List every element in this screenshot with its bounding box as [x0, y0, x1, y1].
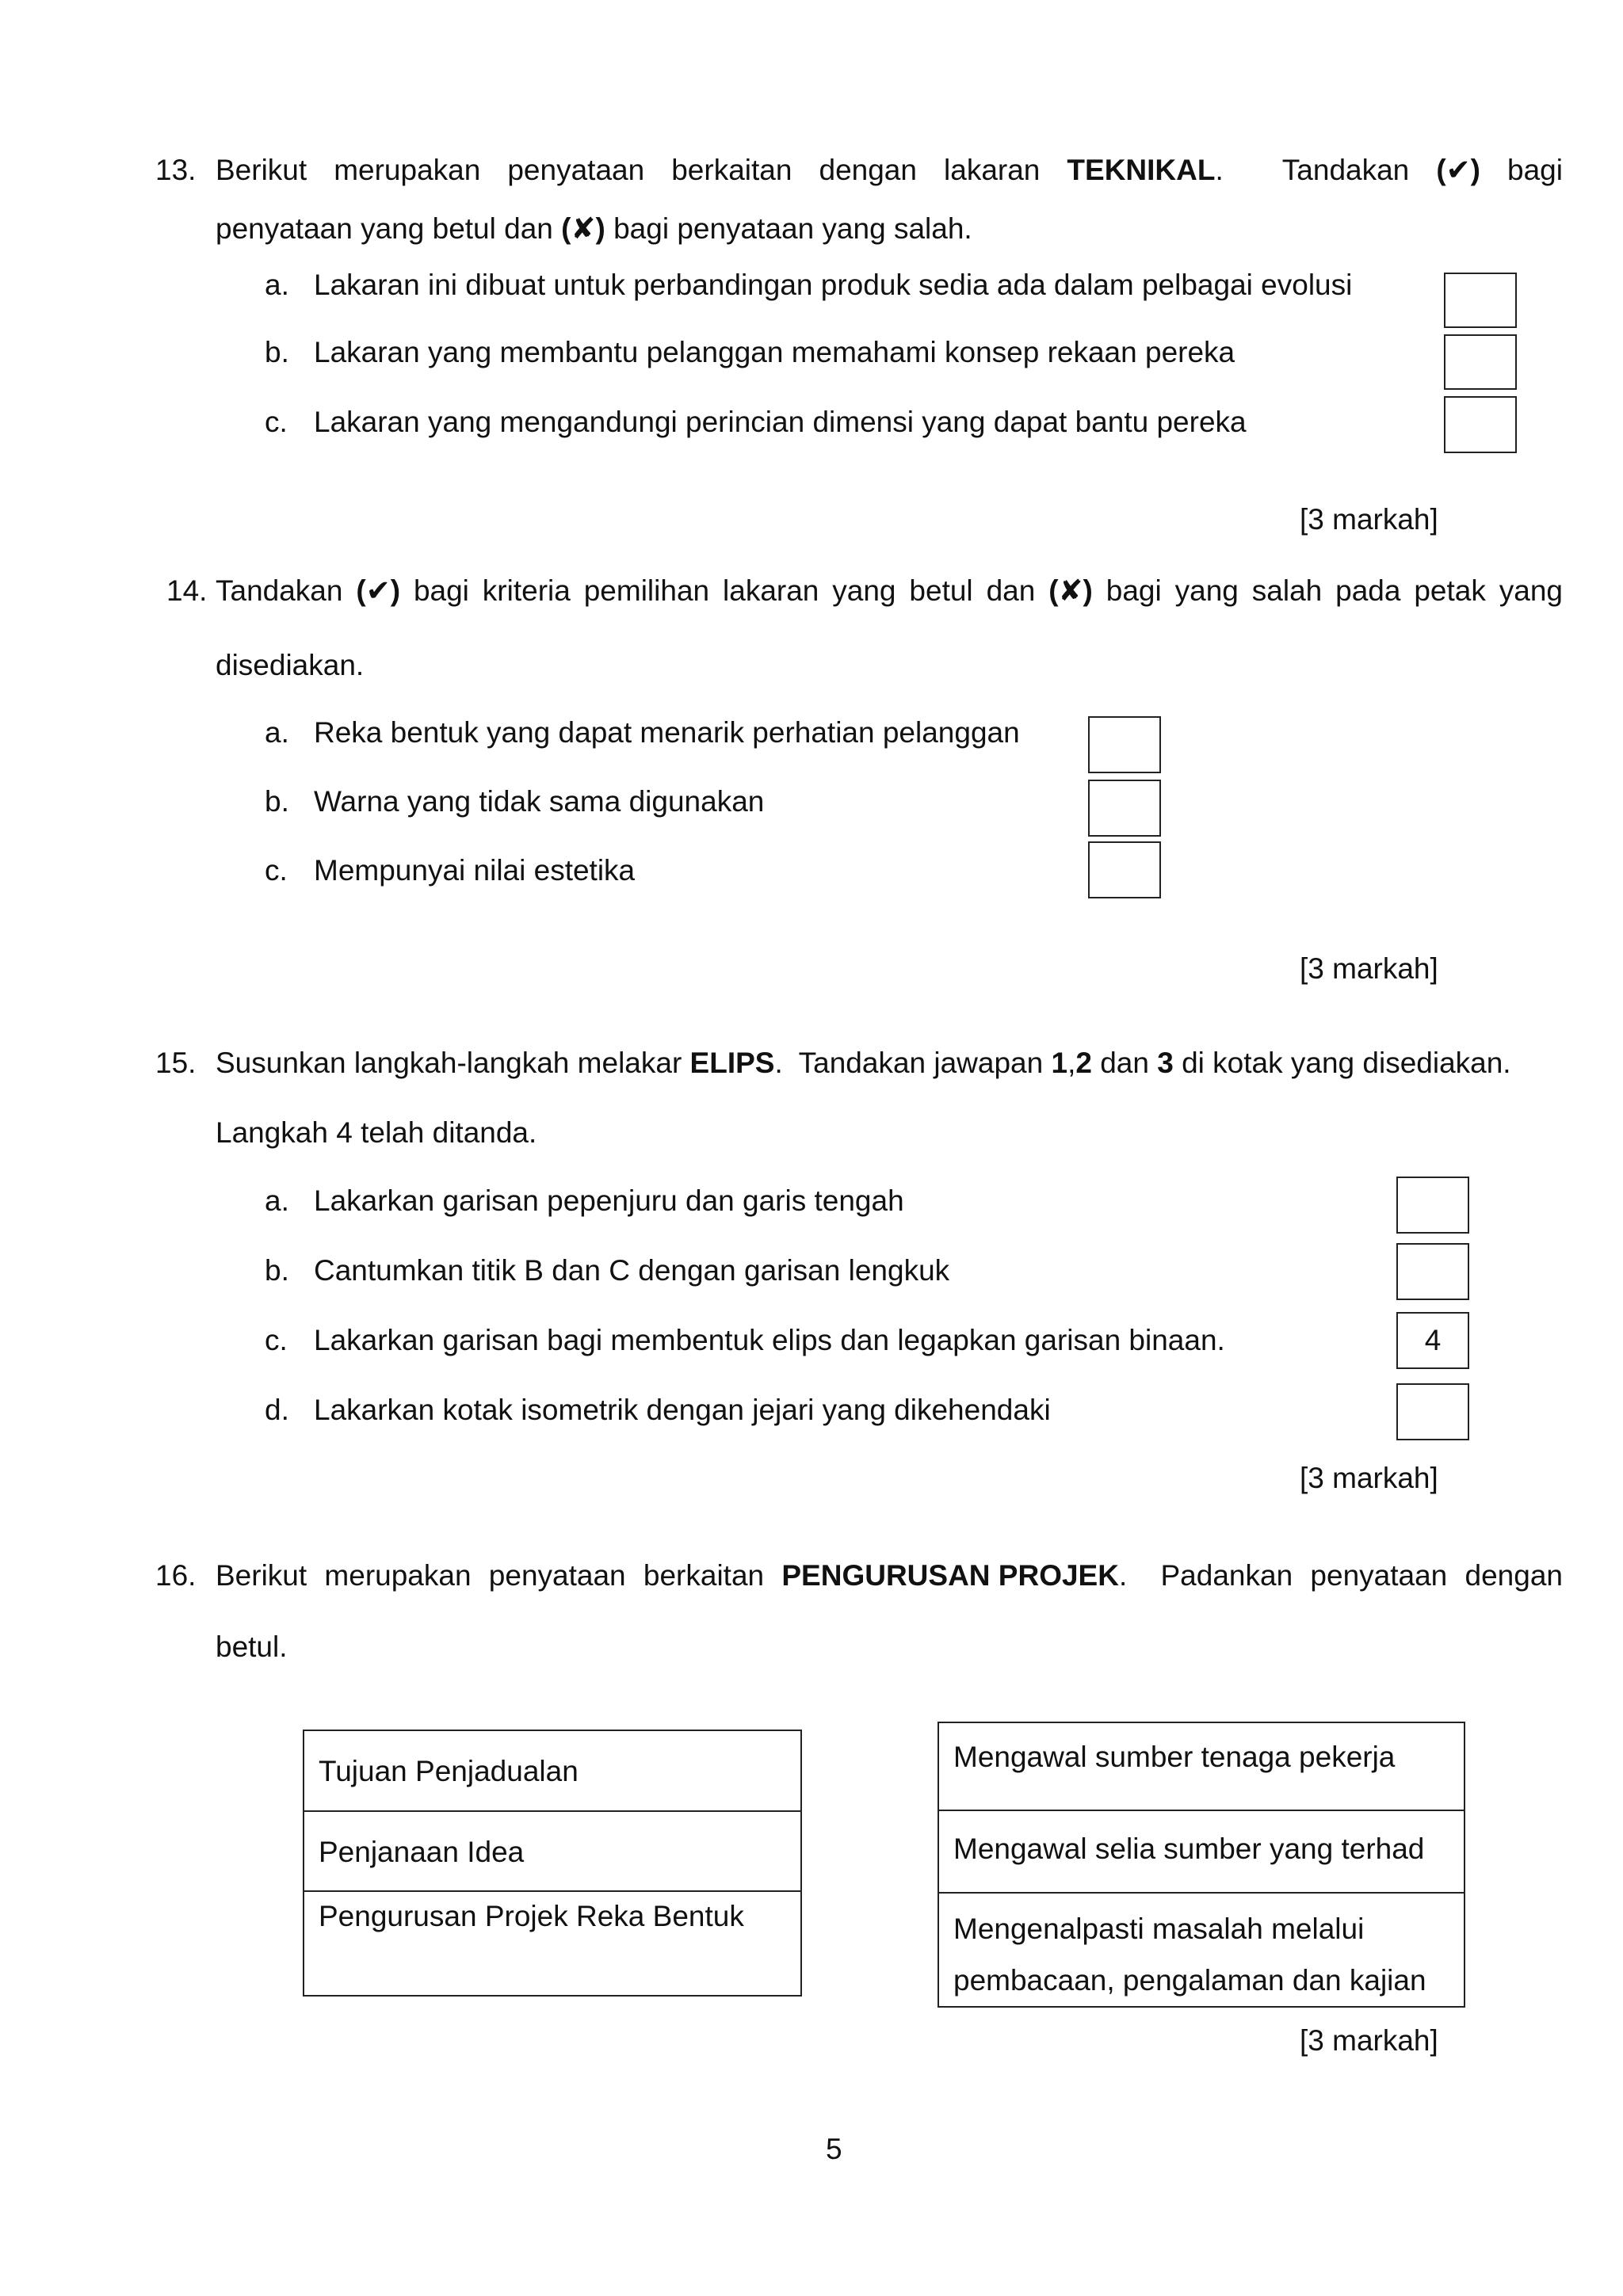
answer-box[interactable]	[1444, 396, 1517, 453]
word: penyataan	[1310, 1559, 1448, 1592]
item-letter: a.	[265, 269, 289, 301]
word: kriteria	[482, 574, 571, 607]
item-letter: a.	[265, 716, 289, 749]
answer-box[interactable]	[1396, 1177, 1469, 1234]
check-mark-symbol: (✔)	[356, 574, 401, 607]
text: bagi penyataan yang salah.	[605, 212, 972, 245]
answer-box[interactable]	[1396, 1383, 1469, 1440]
answer-box[interactable]	[1088, 841, 1161, 898]
right-cell-line: Mengenalpasti masalah melalui	[953, 1913, 1365, 1945]
item-text: Mempunyai nilai estetika	[314, 854, 636, 887]
word: bagi	[413, 574, 469, 607]
word: merupakan	[334, 154, 481, 186]
right-cell[interactable]	[938, 1893, 1465, 2007]
answer-box[interactable]	[1396, 1243, 1469, 1300]
word: merupakan	[324, 1559, 472, 1592]
question-16-line-2: betul.	[216, 1630, 288, 1663]
word: Padankan	[1160, 1559, 1293, 1592]
word: Tandakan	[216, 574, 343, 607]
number-1: 1	[1051, 1047, 1068, 1079]
number-2: 2	[1075, 1047, 1092, 1079]
text: penyataan yang betul dan	[216, 212, 562, 245]
item-letter: b.	[265, 785, 289, 818]
right-matching-table	[938, 1722, 1465, 2008]
right-cell[interactable]: Mengawal sumber tenaga pekerja	[938, 1722, 1465, 1810]
answer-box[interactable]	[1088, 780, 1161, 837]
item-text: Lakaran ini dibuat untuk perbandingan produk sedia ada dalam pelbagai evolusi	[314, 269, 1353, 301]
page-number: 5	[826, 2133, 842, 2165]
check-mark-symbol: (✔)	[1436, 154, 1480, 186]
word: pemilihan	[583, 574, 710, 607]
word: pada	[1335, 574, 1401, 607]
word: betul	[909, 574, 973, 607]
cross-mark-symbol: (✘)	[1048, 574, 1093, 607]
word: lakaran	[723, 574, 819, 607]
item-text: Lakaran yang mengandungi perincian dimensi yang dapat bantu pereka	[314, 406, 1247, 438]
word: petak	[1414, 574, 1486, 607]
text: di kotak yang disediakan.	[1173, 1047, 1511, 1079]
item-letter: c.	[265, 406, 288, 438]
item-text: Lakaran yang membantu pelanggan memahami konsep rekaan pereka	[314, 336, 1235, 368]
period: .	[1215, 154, 1224, 186]
text: . Tandakan jawapan	[774, 1047, 1052, 1079]
answer-box[interactable]	[1444, 273, 1517, 328]
word: penyataan	[488, 1559, 626, 1592]
number-3: 3	[1157, 1047, 1174, 1079]
item-text: Lakarkan garisan pepenjuru dan garis tengah	[314, 1184, 904, 1217]
answer-box[interactable]	[1088, 716, 1161, 773]
right-cell[interactable]: Mengawal selia sumber yang terhad	[938, 1810, 1465, 1893]
marks-label: [3 markah]	[1300, 503, 1438, 536]
period: .	[1118, 1559, 1128, 1592]
term-elips: ELIPS	[689, 1047, 775, 1079]
word: dengan	[819, 154, 917, 186]
marks-label: [3 markah]	[1300, 952, 1438, 985]
question-16-line-1	[216, 1561, 1563, 1590]
item-letter: a.	[265, 1184, 289, 1217]
item-letter: c.	[265, 854, 288, 887]
word: lakaran	[944, 154, 1041, 186]
question-number: 13.	[155, 154, 197, 186]
item-letter: b.	[265, 336, 289, 368]
answer-box-filled[interactable]: 4	[1396, 1312, 1469, 1369]
word: penyataan	[507, 154, 645, 186]
word: dan	[986, 574, 1036, 607]
item-letter: c.	[265, 1324, 288, 1356]
word: Berikut	[216, 154, 307, 186]
item-letter: d.	[265, 1394, 289, 1426]
left-cell[interactable]: Penjanaan Idea	[304, 1811, 801, 1891]
text: Susunkan langkah-langkah melakar	[216, 1047, 690, 1079]
word: salah	[1251, 574, 1323, 607]
word: yang	[1499, 574, 1563, 607]
bold-term	[1067, 155, 1223, 185]
item-text: Warna yang tidak sama digunakan	[314, 785, 765, 818]
word: dengan	[1465, 1559, 1563, 1592]
term-teknikal: TEKNIKAL	[1067, 154, 1216, 186]
bold-term	[781, 1561, 1127, 1590]
item-letter: b.	[265, 1254, 289, 1287]
question-15-line-1	[216, 1048, 1511, 1077]
word: yang	[1174, 574, 1239, 607]
term-pengurusan-projek: PENGURUSAN PROJEK	[781, 1559, 1119, 1592]
word: Tandakan	[1281, 154, 1410, 186]
question-15-line-2: Langkah 4 telah ditanda.	[216, 1116, 537, 1149]
word: yang	[832, 574, 896, 607]
cross-mark-symbol: (✘)	[561, 212, 605, 245]
marks-label: [3 markah]	[1300, 1462, 1438, 1494]
question-number: 14.	[166, 574, 208, 607]
marks-label: [3 markah]	[1300, 2024, 1438, 2057]
item-text: Lakarkan kotak isometrik dengan jejari yang dikehendaki	[314, 1394, 1051, 1426]
word: bagi	[1106, 574, 1162, 607]
item-text: Reka bentuk yang dapat menarik perhatian pelanggan	[314, 716, 1020, 749]
left-cell[interactable]: Tujuan Penjadualan	[304, 1730, 801, 1811]
comma: ,	[1067, 1047, 1076, 1079]
answer-box[interactable]	[1444, 334, 1517, 390]
left-cell[interactable]: Pengurusan Projek Reka Bentuk	[304, 1891, 801, 1996]
question-number: 16.	[155, 1559, 197, 1592]
item-text: Lakarkan garisan bagi membentuk elips dan legapkan garisan binaan.	[314, 1324, 1225, 1356]
right-cell-line: pembacaan, pengalaman dan kajian	[953, 1964, 1426, 1997]
word: berkaitan	[643, 1559, 765, 1592]
question-14-line-1	[216, 576, 1563, 605]
word: berkaitan	[671, 154, 792, 186]
question-13-line-1	[216, 155, 1563, 185]
question-13-line-2	[216, 214, 972, 243]
word: Berikut	[216, 1559, 307, 1592]
question-number: 15.	[155, 1047, 197, 1079]
left-matching-table	[303, 1730, 802, 1997]
question-14-line-2: disediakan.	[216, 649, 365, 681]
item-text: Cantumkan titik B dan C dengan garisan lengkuk	[314, 1254, 950, 1287]
word: bagi	[1507, 154, 1563, 186]
text: dan	[1091, 1047, 1158, 1079]
